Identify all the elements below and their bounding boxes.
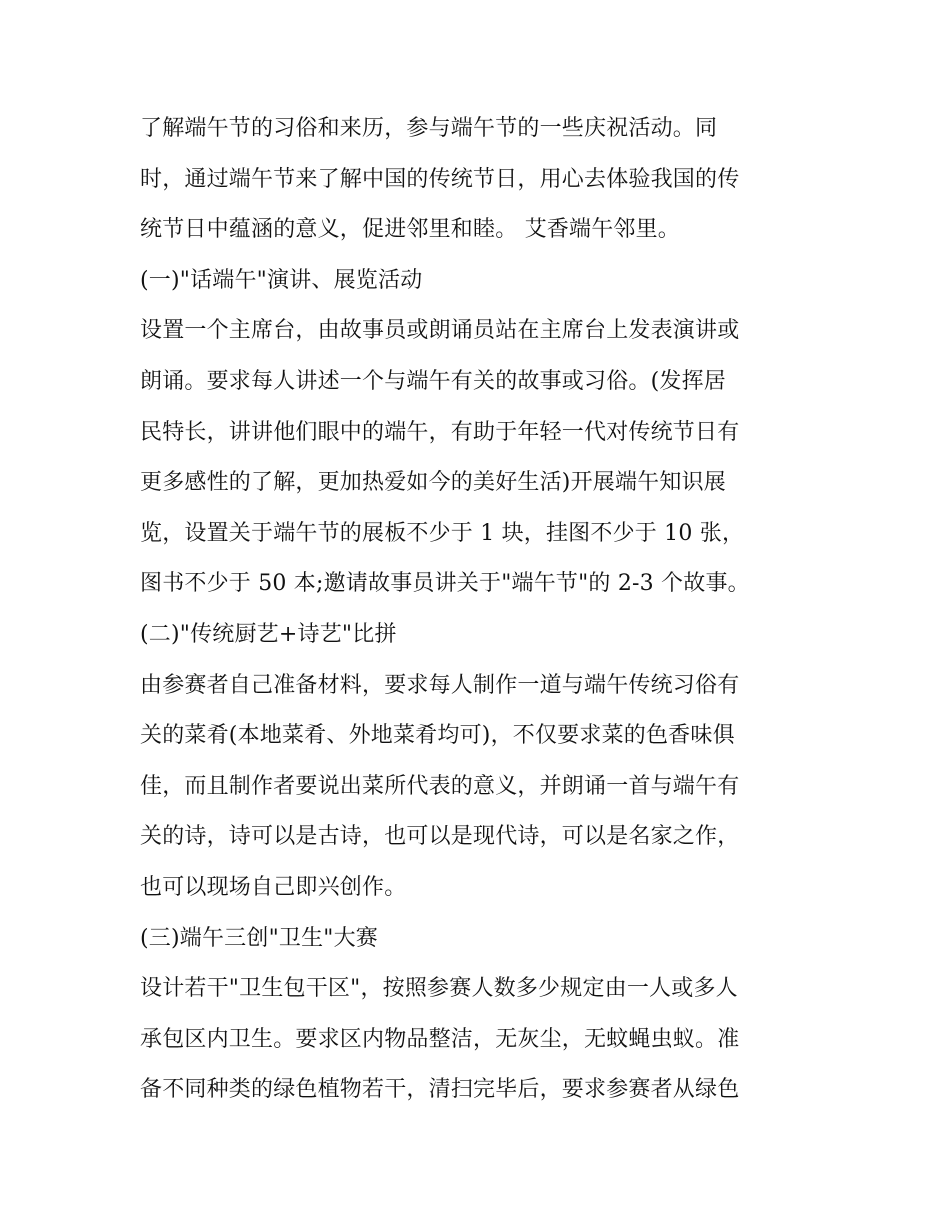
paragraph-line: 朗诵。要求每人讲述一个与端午有关的故事或习俗。(发挥居 — [140, 368, 726, 394]
paragraph-line: 图书不少于 50 本;邀请故事员讲关于"端午节"的 2-3 个故事。 — [140, 571, 750, 597]
paragraph-line: 更多感性的了解，更加热爱如今的美好生活)开展端午知识展 — [140, 470, 726, 496]
paragraph-line: 备不同种类的绿色植物若干，清扫完毕后，要求参赛者从绿色 — [140, 1077, 740, 1103]
paragraph-line: 关的诗，诗可以是古诗，也可以是现代诗，可以是名家之作， — [140, 824, 740, 850]
paragraph-line: 佳，而且制作者要说出菜所代表的意义，并朗诵一首与端午有 — [140, 773, 740, 799]
paragraph-line: 关的菜肴(本地菜肴、外地菜肴均可)，不仅要求菜的色香味俱 — [140, 723, 735, 749]
paragraph-line: 览，设置关于端午节的展板不少于 1 块，挂图不少于 10 张， — [140, 520, 745, 546]
paragraph-line: 时，通过端午节来了解中国的传统节日，用心去体验我国的传 — [140, 166, 740, 192]
section-heading: (二)"传统厨艺+诗艺"比拼 — [140, 621, 397, 647]
paragraph-line: 由参赛者自己准备材料，要求每人制作一道与端午传统习俗有 — [140, 672, 740, 698]
paragraph-line: 民特长，讲讲他们眼中的端午，有助于年轻一代对传统节日有 — [140, 419, 740, 445]
section-heading: (一)"话端午"演讲、展览活动 — [140, 267, 423, 293]
section-heading: (三)端午三创"卫生"大赛 — [140, 925, 379, 951]
paragraph-line: 也可以现场自己即兴创作。 — [140, 874, 407, 900]
paragraph-line: 设置一个主席台，由故事员或朗诵员站在主席台上发表演讲或 — [140, 318, 740, 344]
document-body — [140, 107, 820, 1119]
paragraph-line: 设计若干"卫生包干区"，按照参赛人数多少规定由一人或多人 — [140, 976, 738, 1002]
paragraph-line: 统节日中蕴涵的意义，促进邻里和睦。 艾香端午邻里。 — [140, 217, 680, 243]
paragraph-line: 承包区内卫生。要求区内物品整洁，无灰尘，无蚊蝇虫蚁。准 — [140, 1026, 740, 1052]
paragraph-line: 了解端午节的习俗和来历，参与端午节的一些庆祝活动。同 — [140, 116, 718, 141]
